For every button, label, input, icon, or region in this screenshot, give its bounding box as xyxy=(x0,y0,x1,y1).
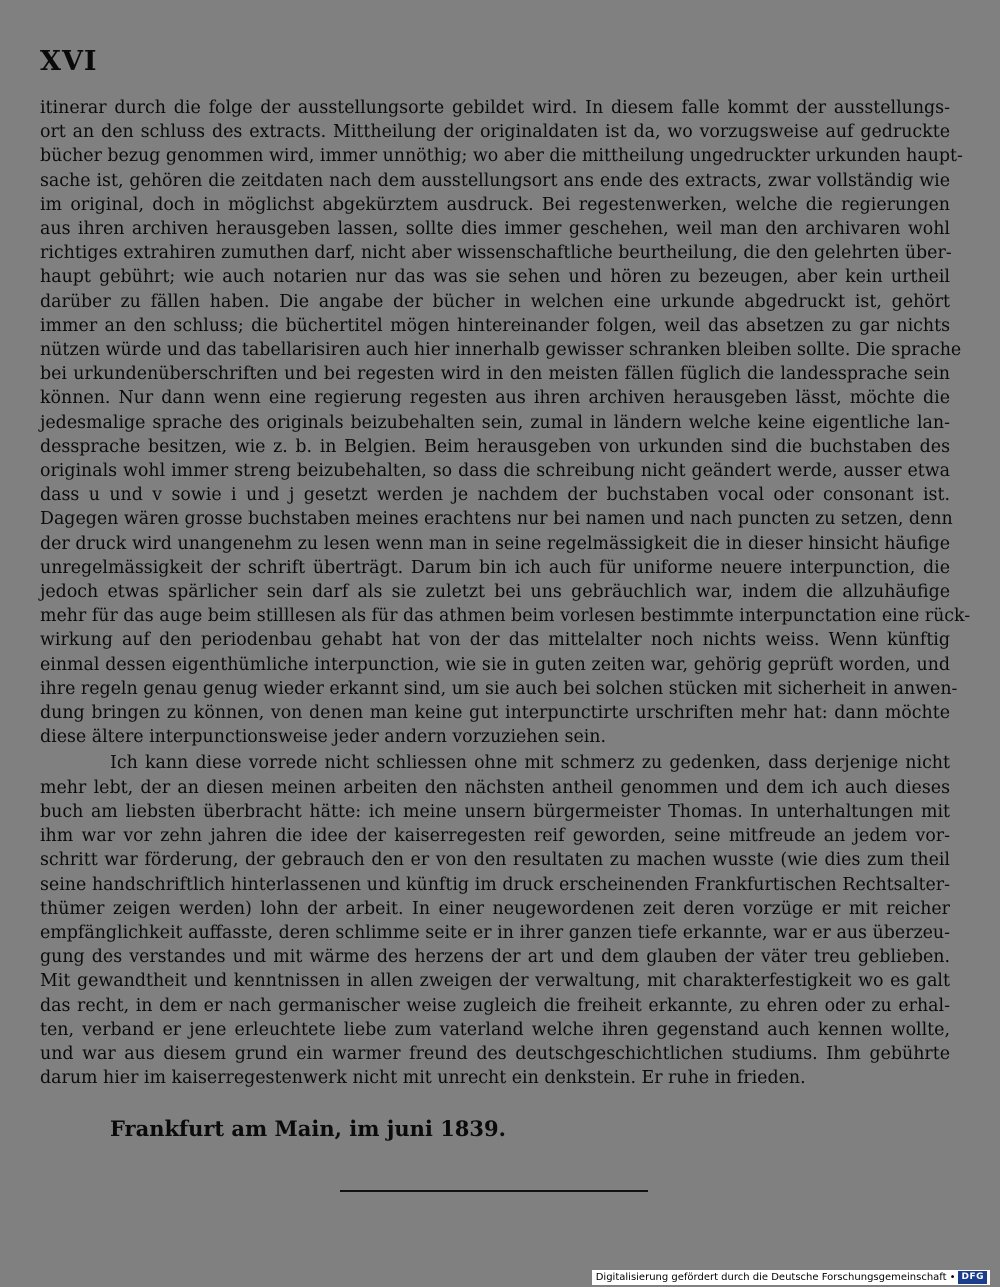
text-line: gung des verstandes und mit wärme des herzens der art und dem glauben der väter treu geblieben. xyxy=(40,947,950,968)
text-line: dung bringen zu können, von denen man keine gut interpunctirte urschriften mehr hat: dann möchte xyxy=(40,703,950,724)
text-line: mehr für das auge beim stilllesen als für das athmen beim vorlesen bestimmte interpunctation eine rück- xyxy=(40,606,971,627)
text-line: im original, doch in möglichst abgekürztem ausdruck. Bei regestenwerken, welche die regierungen xyxy=(40,194,950,215)
text-line: nützen würde und das tabellarisiren auch hier innerhalb gewisser schranken bleiben sollte. Die sprache xyxy=(40,340,962,361)
text-line: schritt war förderung, der gebrauch den er von den resultaten zu machen wusste (wie dies zum theil xyxy=(40,850,950,871)
text-line: unregelmässigkeit der schrift überträgt. Darum bin ich auch für uniforme neuere interpunction, die xyxy=(40,557,950,578)
text-line: Dagegen wären grosse buchstaben meines erachtens nur bei namen und nach puncten zu setzen, denn xyxy=(40,509,953,530)
text-line: mehr lebt, der an diesen meinen arbeiten den nächsten antheil genommen und dem ich auch dieses xyxy=(40,777,950,798)
text-line: sache ist, gehören die zeitdaten nach dem ausstellungsort ans ende des extracts, zwar vollständig wie xyxy=(40,170,950,191)
text-line: jedesmalige sprache des originals beizubehalten sein, zumal in ländern welche keine eigentliche lan- xyxy=(40,412,950,433)
text-line: der druck wird unangenehm zu lesen wenn man in seine regelmässigkeit die in dieser hinsicht häufige xyxy=(40,533,950,554)
digitization-footer xyxy=(592,1270,990,1285)
text-line: ten, verband er jene erleuchtete liebe zum vaterland welche ihren gegenstand auch kennen wollte, xyxy=(40,1019,950,1040)
text-line: dass u und v sowie i und j gesetzt werden je nachdem der buchstaben vocal oder consonant ist. xyxy=(40,485,950,506)
paragraph-2 xyxy=(40,751,950,1090)
text-line: seine handschriftlich hinterlassenen und künftig im druck erscheinenden Frankfurtischen Rechtsalter- xyxy=(40,874,950,895)
text-line: thümer zeigen werden) lohn der arbeit. In einer neugewordenen zeit deren vorzüge er mit reicher xyxy=(40,898,950,919)
text-line: immer an den schluss; die büchertitel mögen hintereinander folgen, weil das absetzen zu gar nichts xyxy=(40,315,950,336)
page-number: XVI xyxy=(40,46,98,77)
text-line: aus ihren archiven herausgeben lassen, sollte dies immer geschehen, weil man den archivaren wohl xyxy=(40,219,950,240)
paragraph-1 xyxy=(40,96,971,749)
text-line: empfänglichkeit auffasste, deren schlimme seite er in ihrer ganzen tiefe erkannte, war er aus überzeu- xyxy=(40,922,950,943)
footer-separator: • xyxy=(949,1272,956,1283)
text-line: das recht, in dem er nach germanischer weise zugleich die freiheit erkannte, zu ehren oder zu erhal- xyxy=(40,995,950,1016)
text-line: bücher bezug genommen wird, immer unnöthig; wo aber die mittheilung ungedruckter urkunden haupt- xyxy=(40,146,963,167)
text-line: und war aus diesem grund ein warmer freund des deutschgeschichtlichen studiums. Ihm gebührte xyxy=(40,1043,950,1064)
text-line: ihm war vor zehn jahren die idee der kaiserregesten reif geworden, seine mitfreude an jedem vor- xyxy=(40,826,950,847)
text-line: dessprache besitzen, wie z. b. in Belgien. Beim herausgeben von urkunden sind die buchstaben des xyxy=(40,436,950,457)
text-line: itinerar durch die folge der ausstellungsorte gebildet wird. In diesem falle kommt der ausstellungs- xyxy=(40,98,950,118)
text-line: ihre regeln genau genug wieder erkannt sind, um sie auch bei solchen stücken mit sicherheit in anwen- xyxy=(40,678,958,699)
place-date-signature: Frankfurt am Main, im juni 1839. xyxy=(110,1116,506,1141)
text-line: diese ältere interpunctionsweise jeder andern vorzuziehen sein. xyxy=(40,727,607,748)
text-line: Mit gewandtheit und kenntnissen in allen zweigen der verwaltung, mit charakterfestigkeit wo es galt xyxy=(40,971,950,992)
footer-credit-text: Digitalisierung gefördert durch die Deutsche Forschungsgemeinschaft xyxy=(595,1272,947,1283)
text-line: originals wohl immer streng beizubehalten, so dass die schreibung nicht geändert werde, ausser etwa xyxy=(40,461,950,482)
text-line: darum hier im kaiserregestenwerk nicht mit unrecht ein denkstein. Er ruhe in frieden. xyxy=(40,1068,806,1089)
text-line: einmal dessen eigenthümliche interpunction, wie sie in guten zeiten war, gehörig geprüft worden, und xyxy=(40,654,950,675)
text-line: haupt gebührt; wie auch notarien nur das was sie sehen und hören zu bezeugen, aber kein urtheil xyxy=(40,267,950,288)
closing-rule xyxy=(340,1190,648,1192)
dfg-logo-icon: DFG xyxy=(958,1271,987,1284)
text-line: darüber zu fällen haben. Die angabe der bücher in welchen eine urkunde abgedruckt ist, gehört xyxy=(40,291,950,312)
text-line: bei urkundenüberschriften und bei regesten wird in den meisten fällen füglich die landessprache sein xyxy=(40,364,950,385)
body-text xyxy=(40,96,971,1090)
text-line: wirkung auf den periodenbau gehabt hat von der das mittelalter noch nichts weiss. Wenn künftig xyxy=(40,630,950,651)
text-line: jedoch etwas spärlicher sein darf als sie zuletzt bei uns gebräuchlich war, indem die allzuhäufige xyxy=(40,582,950,603)
text-line: richtiges extrahiren zumuthen darf, nicht aber wissenschaftliche beurtheilung, die den gelehrten über- xyxy=(40,243,952,264)
text-line: können. Nur dann wenn eine regierung regesten aus ihren archiven herausgeben lässt, möchte die xyxy=(40,388,950,409)
text-line: buch am liebsten überbracht hätte: ich meine unsern bürgermeister Thomas. In unterhaltungen mit xyxy=(40,801,950,822)
text-line: ort an den schluss des extracts. Mittheilung der originaldaten ist da, wo vorzugsweise auf gedruckte xyxy=(40,122,950,143)
text-line: Ich kann diese vorrede nicht schliessen ohne mit schmerz zu gedenken, dass derjenige nicht xyxy=(110,753,950,774)
